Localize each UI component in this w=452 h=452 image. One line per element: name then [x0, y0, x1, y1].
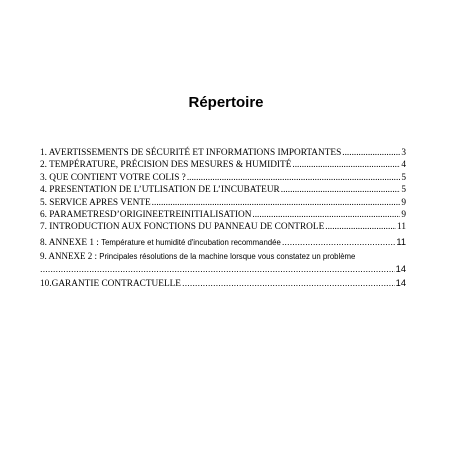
toc-entry-label: 5. SERVICE APRES VENTE	[40, 197, 151, 208]
toc-entry-page: 9	[401, 209, 406, 220]
toc-entry-label: 4. PRESENTATION DE L’UTLISATION DE L’INCUBATEUR	[40, 185, 280, 196]
toc-entry-8[interactable]	[40, 236, 406, 248]
toc-entry-page: 5	[401, 172, 406, 183]
toc-entry-number: 9. ANNEXE 2 :	[40, 251, 100, 262]
toc-entry-number: 8. ANNEXE 1 :	[40, 237, 102, 248]
toc-entry-label: 3. QUE CONTIENT VOTRE COLIS ?	[40, 172, 186, 183]
toc-entry-label	[40, 250, 406, 262]
toc-entry-4[interactable]	[40, 184, 406, 196]
toc-entry-label: 7. INTRODUCTION AUX FONCTIONS DU PANNEAU DE CONTROLE	[40, 222, 325, 233]
toc-entry-label: 1. AVERTISSEMENTS DE SÉCURITÉ ET INFORMATIONS IMPORTANTES	[40, 148, 342, 158]
toc-leader-dots	[152, 197, 401, 209]
toc-entry-continuation	[40, 263, 406, 275]
toc-leader-dots	[282, 236, 396, 248]
toc-entry-page: 4	[401, 160, 406, 171]
toc-entry-page: 3	[401, 148, 406, 158]
page-title: Répertoire	[188, 94, 264, 111]
toc-leader-dots	[281, 184, 401, 196]
toc-entry-page: 14	[395, 277, 406, 288]
toc-entry-1[interactable]	[40, 147, 406, 159]
toc-entry-label: 2. TEMPÉRATURE, PRÉCISION DES MESURES & HUMIDITÉ	[40, 160, 292, 171]
toc-leader-dots	[325, 221, 396, 233]
toc-entry-page: 11	[397, 222, 406, 233]
toc-entry-page: 9	[401, 197, 406, 208]
toc-entry-5[interactable]	[40, 197, 406, 209]
toc-leader-dots	[187, 172, 401, 184]
toc-leader-dots	[292, 159, 400, 171]
toc-entry-label	[40, 237, 281, 249]
toc-entry-7[interactable]	[40, 221, 406, 233]
toc-entry-9[interactable]	[40, 250, 406, 275]
toc-entry-label: 10.GARANTIE CONTRACTUELLE	[40, 278, 181, 289]
table-of-contents	[40, 147, 406, 289]
toc-leader-dots	[182, 277, 395, 289]
toc-entry-page: 14	[395, 263, 406, 274]
toc-entry-label: 6. PARAMETRESD’ORIGINEETREINITIALISATION	[40, 209, 252, 220]
toc-entry-2[interactable]	[40, 159, 406, 171]
toc-leader-dots	[40, 263, 395, 275]
toc-leader-dots	[342, 147, 400, 159]
toc-entry-3[interactable]	[40, 172, 406, 184]
toc-entry-text: Température et humidité d'incubation recommandée	[101, 237, 281, 247]
toc-entry-text: Principales résolutions de la machine lorsque vous constatez un problème	[99, 252, 356, 262]
toc-entry-10[interactable]	[40, 277, 406, 289]
toc-entry-page: 11	[396, 236, 406, 247]
toc-entry-page: 5	[401, 185, 406, 196]
toc-leader-dots	[252, 209, 400, 221]
toc-entry-6[interactable]	[40, 209, 406, 221]
